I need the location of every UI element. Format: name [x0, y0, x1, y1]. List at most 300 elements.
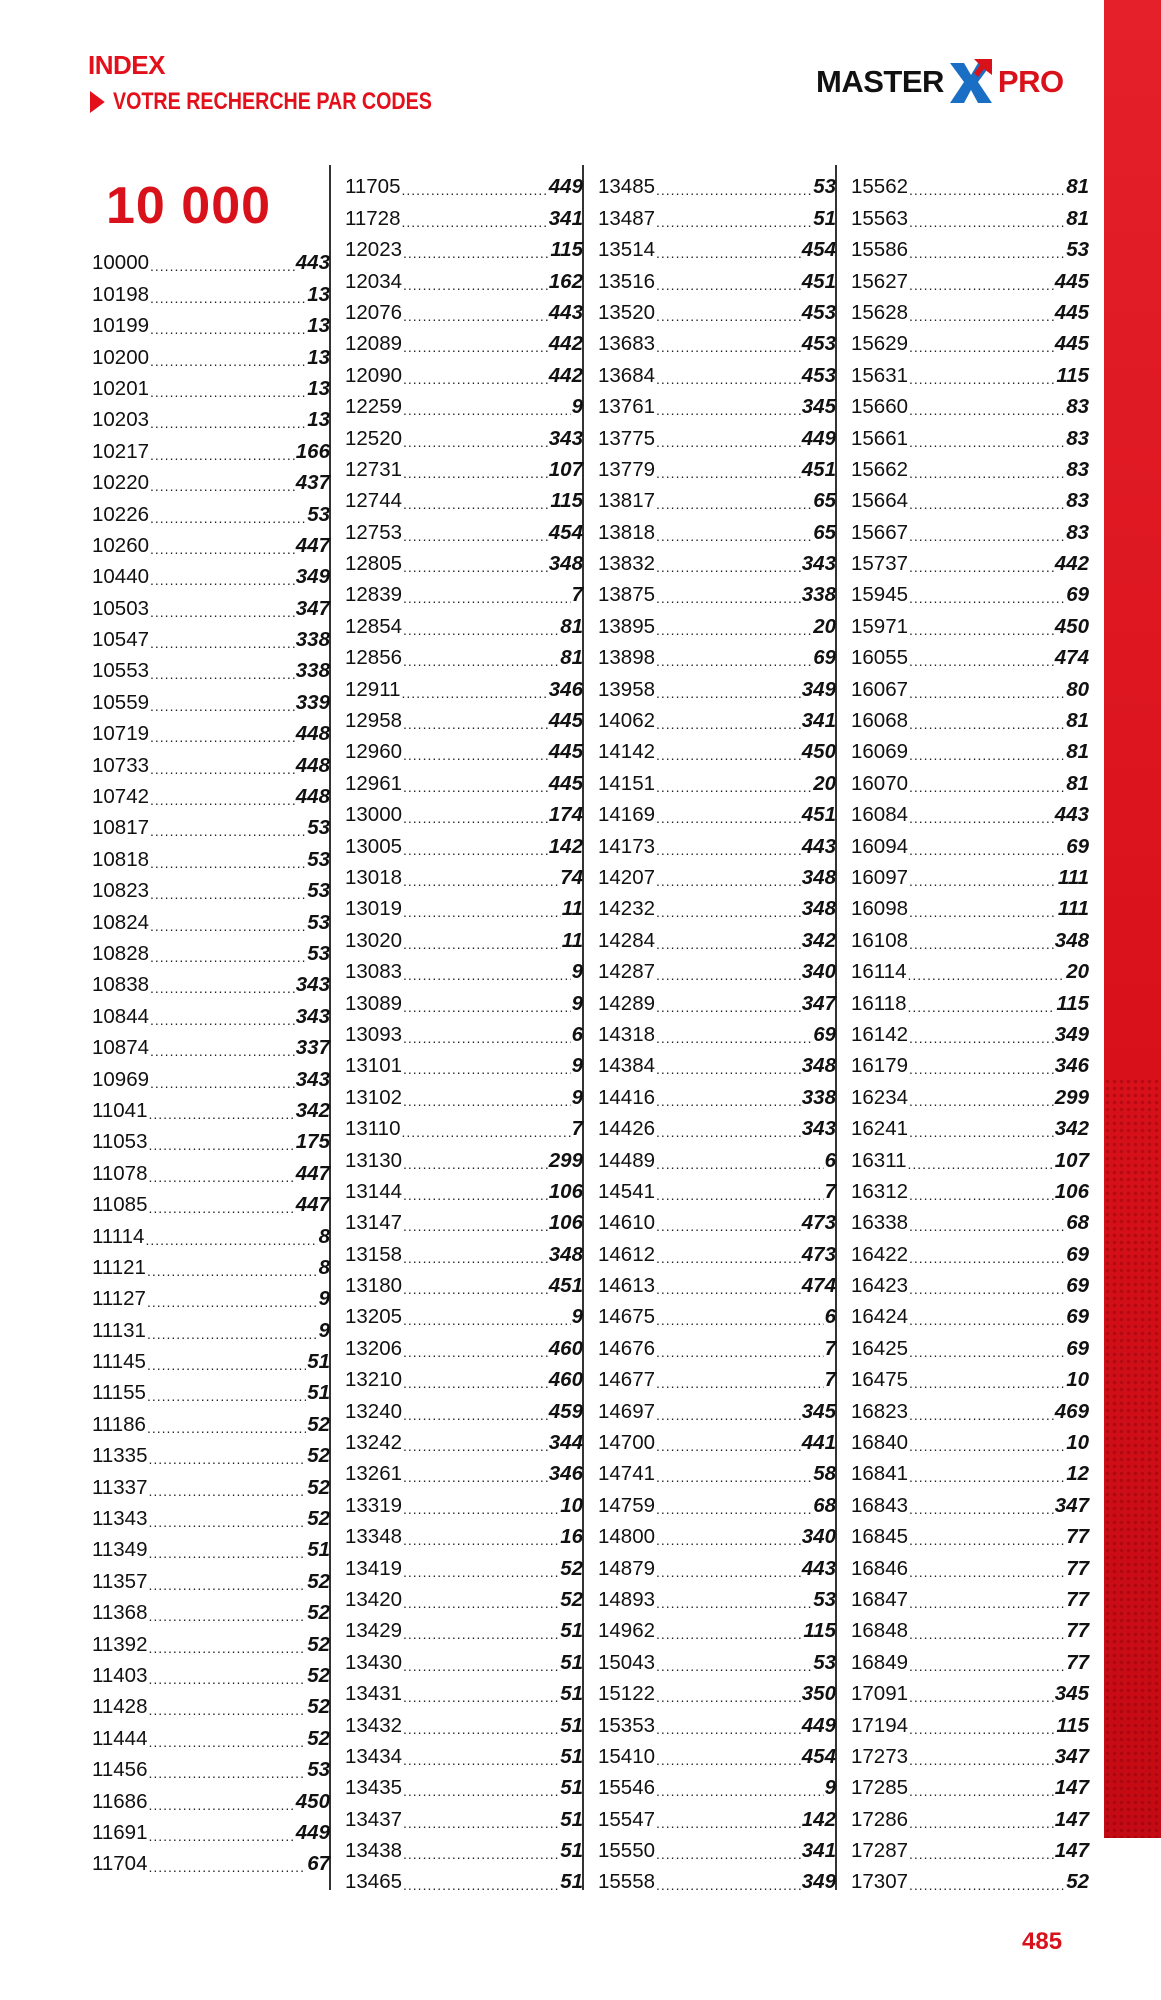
entry-code: 13180 [345, 1274, 403, 1298]
index-entry [851, 1832, 1089, 1863]
entry-page: 299 [548, 1148, 583, 1172]
entry-code: 13514 [598, 238, 656, 262]
entry-code: 10823 [92, 879, 150, 903]
dot-leader [403, 970, 571, 980]
entry-page: 52 [307, 1475, 330, 1499]
entry-page: 69 [813, 646, 836, 670]
index-entry [851, 1298, 1089, 1329]
entry-code: 13083 [345, 960, 403, 984]
entry-code: 14612 [598, 1242, 656, 1266]
entry-code: 13465 [345, 1870, 403, 1894]
dot-leader [403, 907, 561, 917]
dot-leader [909, 1786, 1054, 1796]
index-entry [345, 1361, 583, 1392]
entry-page: 442 [548, 332, 583, 356]
entry-code: 13093 [345, 1022, 403, 1046]
entry-code: 16422 [851, 1242, 909, 1266]
index-entry [92, 401, 330, 432]
index-entry [598, 733, 836, 764]
dot-leader [403, 750, 548, 760]
index-entry [92, 527, 330, 558]
index-entry [851, 168, 1089, 199]
dot-leader [403, 719, 548, 729]
index-entry [345, 1329, 583, 1360]
index-entry [92, 778, 330, 809]
entry-page: 51 [813, 206, 836, 230]
entry-code: 16849 [851, 1650, 909, 1674]
entry-code: 12076 [345, 300, 403, 324]
entry-page: 20 [1066, 960, 1089, 984]
entry-page: 346 [1054, 1054, 1089, 1078]
index-entry [851, 607, 1089, 638]
index-entry [851, 984, 1089, 1015]
entry-page: 338 [295, 659, 330, 683]
entry-code: 12839 [345, 583, 403, 607]
index-entry [345, 419, 583, 450]
index-column-2 [345, 168, 583, 1894]
entry-page: 6 [824, 1305, 836, 1329]
entry-code: 16425 [851, 1336, 909, 1360]
entry-page: 147 [1054, 1839, 1089, 1863]
dot-leader [907, 970, 1065, 980]
entry-page: 81 [1066, 709, 1089, 733]
index-entry [598, 890, 836, 921]
index-entry [345, 1863, 583, 1894]
index-entry [598, 1141, 836, 1172]
entry-page: 107 [548, 457, 583, 481]
entry-page: 460 [548, 1368, 583, 1392]
entry-code: 16840 [851, 1431, 909, 1455]
index-entry [92, 1249, 330, 1280]
index-entry [598, 419, 836, 450]
entry-page: 342 [1054, 1117, 1089, 1141]
dot-leader [403, 1378, 548, 1388]
dot-leader [909, 907, 1057, 917]
dot-leader [656, 1880, 801, 1890]
index-entry [598, 482, 836, 513]
entry-page: 77 [1066, 1650, 1089, 1674]
dot-leader [148, 1454, 306, 1464]
entry-code: 12034 [345, 269, 403, 293]
entry-code: 11403 [92, 1663, 148, 1687]
logo-pro-text: PRO [997, 64, 1064, 99]
dot-leader [150, 983, 295, 993]
dot-leader [150, 607, 295, 617]
dot-leader [403, 1033, 571, 1043]
entry-code: 10503 [92, 596, 150, 620]
entry-code: 15662 [851, 457, 909, 481]
dot-leader [656, 1692, 801, 1702]
entry-code: 10742 [92, 785, 150, 809]
dot-leader [403, 1472, 548, 1482]
entry-code: 14207 [598, 865, 656, 889]
index-entry [92, 903, 330, 934]
entry-page: 453 [801, 363, 836, 387]
entry-page: 13 [307, 376, 330, 400]
entry-page: 51 [307, 1381, 330, 1405]
index-entry [851, 1455, 1089, 1486]
entry-page: 445 [1054, 332, 1089, 356]
index-entry [92, 495, 330, 526]
dot-leader [909, 1598, 1065, 1608]
entry-page: 451 [801, 803, 836, 827]
index-entry [345, 199, 583, 230]
entry-code: 10198 [92, 282, 150, 306]
entry-code: 13242 [345, 1431, 403, 1455]
index-entry [345, 325, 583, 356]
index-entry [598, 1173, 836, 1204]
entry-code: 14062 [598, 709, 656, 733]
entry-page: 69 [1066, 1242, 1089, 1266]
dot-leader [148, 1643, 306, 1653]
index-entry [851, 388, 1089, 419]
dot-leader [656, 1661, 812, 1671]
dot-leader [656, 1002, 801, 1012]
index-entry [345, 1392, 583, 1423]
entry-code: 13775 [598, 426, 656, 450]
index-entry [851, 953, 1089, 984]
entry-code: 10874 [92, 1036, 150, 1060]
index-entry [598, 1706, 836, 1737]
entry-code: 13895 [598, 614, 656, 638]
index-entry [345, 231, 583, 262]
entry-code: 15547 [598, 1807, 656, 1831]
index-entry [345, 1078, 583, 1109]
dot-leader [656, 1253, 801, 1263]
entry-page: 6 [824, 1148, 836, 1172]
entry-code: 11041 [92, 1098, 148, 1122]
entry-page: 345 [801, 1399, 836, 1423]
entry-page: 345 [1054, 1682, 1089, 1706]
entry-page: 147 [1054, 1776, 1089, 1800]
dot-leader [909, 1441, 1065, 1451]
entry-page: 449 [801, 426, 836, 450]
entry-code: 11078 [92, 1161, 148, 1185]
index-entry [345, 1235, 583, 1266]
entry-code: 14169 [598, 803, 656, 827]
dot-leader [656, 688, 801, 698]
dot-leader [150, 481, 295, 491]
index-entry [92, 1688, 330, 1719]
entry-page: 51 [560, 1713, 583, 1737]
entry-page: 52 [307, 1632, 330, 1656]
dot-leader [907, 1002, 1055, 1012]
entry-page: 445 [548, 740, 583, 764]
index-entry [851, 356, 1089, 387]
dot-leader [656, 562, 801, 572]
dot-leader [150, 387, 306, 397]
entry-code: 14675 [598, 1305, 656, 1329]
dot-leader [656, 248, 801, 258]
index-column-3 [598, 168, 836, 1894]
index-entry [851, 262, 1089, 293]
entry-page: 52 [307, 1444, 330, 1468]
entry-page: 162 [548, 269, 583, 293]
section-heading: 10 000 [106, 177, 272, 235]
entry-page: 53 [307, 847, 330, 871]
entry-code: 17286 [851, 1807, 909, 1831]
index-entry [598, 1204, 836, 1235]
dot-leader [403, 656, 559, 666]
entry-page: 69 [1066, 583, 1089, 607]
dot-leader [150, 638, 295, 648]
index-entry [92, 1092, 330, 1123]
entry-code: 11131 [92, 1318, 146, 1342]
entry-page: 347 [1054, 1493, 1089, 1517]
dot-leader [150, 764, 295, 774]
entry-page: 51 [307, 1350, 330, 1374]
entry-code: 15043 [598, 1650, 656, 1674]
entry-code: 11186 [92, 1412, 146, 1436]
index-entry [598, 953, 836, 984]
entry-code: 10969 [92, 1067, 150, 1091]
entry-page: 83 [1066, 520, 1089, 544]
entry-page: 437 [295, 471, 330, 495]
dot-leader [909, 1535, 1065, 1545]
index-entry [345, 1800, 583, 1831]
entry-page: 7 [824, 1179, 836, 1203]
index-entry [345, 1832, 583, 1863]
entry-page: 51 [560, 1650, 583, 1674]
dot-leader [909, 1347, 1065, 1357]
entry-code: 13018 [345, 865, 403, 889]
dot-leader [656, 217, 812, 227]
dot-leader [656, 1064, 801, 1074]
dot-leader [403, 1504, 559, 1514]
entry-page: 443 [548, 300, 583, 324]
entry-page: 447 [295, 533, 330, 557]
entry-code: 14962 [598, 1619, 656, 1643]
index-column-4 [851, 168, 1089, 1894]
dot-leader [148, 1486, 306, 1496]
entry-code: 11337 [92, 1475, 148, 1499]
entry-code: 12958 [345, 709, 403, 733]
index-entry [598, 576, 836, 607]
dot-leader [403, 845, 548, 855]
entry-code: 12911 [345, 677, 401, 701]
index-entry [851, 702, 1089, 733]
entry-page: 445 [548, 771, 583, 795]
dot-leader [656, 437, 801, 447]
index-entry [598, 1235, 836, 1266]
index-entry [345, 356, 583, 387]
dot-leader [656, 719, 801, 729]
entry-page: 460 [548, 1336, 583, 1360]
dot-leader [150, 418, 306, 428]
entry-page: 454 [548, 520, 583, 544]
entry-code: 11428 [92, 1695, 148, 1719]
entry-code: 14759 [598, 1493, 656, 1517]
entry-code: 11343 [92, 1507, 148, 1531]
entry-page: 7 [571, 1117, 583, 1141]
entry-code: 11704 [92, 1852, 148, 1876]
dot-leader [150, 1015, 295, 1025]
index-entry [851, 1141, 1089, 1172]
entry-page: 53 [307, 502, 330, 526]
entry-page: 459 [548, 1399, 583, 1423]
dot-leader [909, 531, 1065, 541]
entry-code: 12961 [345, 771, 403, 795]
index-entry [92, 464, 330, 495]
index-column-1 [92, 168, 330, 1876]
entry-page: 349 [1054, 1022, 1089, 1046]
entry-code: 15550 [598, 1839, 656, 1863]
dot-leader [148, 1831, 294, 1841]
dot-leader [403, 1629, 559, 1639]
red-side-band [1104, 0, 1161, 1838]
index-entry [598, 1581, 836, 1612]
entry-code: 13898 [598, 646, 656, 670]
index-entry [345, 1016, 583, 1047]
entry-page: 58 [813, 1462, 836, 1486]
entry-code: 15586 [851, 238, 909, 262]
entry-page: 147 [1054, 1807, 1089, 1831]
entry-code: 10553 [92, 659, 150, 683]
dot-leader [150, 732, 295, 742]
index-entry [598, 984, 836, 1015]
entry-page: 13 [307, 345, 330, 369]
dot-leader [909, 217, 1065, 227]
entry-page: 81 [1066, 771, 1089, 795]
entry-page: 441 [801, 1431, 836, 1455]
dot-leader [656, 1284, 801, 1294]
index-entry [851, 1424, 1089, 1455]
dot-leader [656, 342, 801, 352]
logo-master-text: MASTER [816, 64, 944, 99]
index-entry [851, 1173, 1089, 1204]
entry-page: 65 [813, 520, 836, 544]
dot-leader [909, 1315, 1065, 1325]
entry-page: 7 [824, 1368, 836, 1392]
entry-page: 111 [1057, 897, 1089, 921]
entry-code: 10220 [92, 471, 150, 495]
dot-leader [909, 1284, 1065, 1294]
entry-page: 83 [1066, 395, 1089, 419]
entry-code: 12520 [345, 426, 403, 450]
entry-code: 10733 [92, 753, 150, 777]
entry-code: 11127 [92, 1287, 146, 1311]
entry-code: 10547 [92, 628, 150, 652]
entry-code: 16338 [851, 1211, 909, 1235]
entry-page: 13 [307, 408, 330, 432]
index-entry [851, 890, 1089, 921]
dot-leader [656, 813, 801, 823]
entry-code: 13432 [345, 1713, 403, 1737]
index-entry [598, 545, 836, 576]
entry-code: 14700 [598, 1431, 656, 1455]
subtitle-text: VOTRE RECHERCHE PAR CODES [112, 88, 432, 115]
entry-page: 445 [548, 709, 583, 733]
entry-page: 81 [560, 646, 583, 670]
index-entry [345, 1110, 583, 1141]
dot-leader [148, 1548, 306, 1558]
entry-code: 16311 [851, 1148, 907, 1172]
dot-leader [656, 1567, 801, 1577]
index-entry [345, 1518, 583, 1549]
dot-leader [403, 437, 548, 447]
entry-code: 12744 [345, 489, 403, 513]
index-entry [345, 639, 583, 670]
dot-leader [403, 1347, 548, 1357]
entry-code: 14289 [598, 991, 656, 1015]
entry-code: 11145 [92, 1350, 146, 1374]
entry-page: 451 [801, 457, 836, 481]
dot-leader [147, 1329, 318, 1339]
entry-code: 10817 [92, 816, 150, 840]
entry-code: 13102 [345, 1085, 403, 1109]
entry-code: 14489 [598, 1148, 656, 1172]
dot-leader [656, 1598, 812, 1608]
dot-leader [148, 1737, 306, 1747]
dot-leader [909, 499, 1065, 509]
entry-page: 51 [560, 1744, 583, 1768]
entry-page: 65 [813, 489, 836, 513]
entry-code: 13435 [345, 1776, 403, 1800]
dot-leader [656, 907, 801, 917]
dot-leader [909, 1849, 1054, 1859]
dot-leader [909, 939, 1054, 949]
index-entry [598, 168, 836, 199]
dot-leader [656, 656, 812, 666]
entry-page: 469 [1054, 1399, 1089, 1423]
entry-page: 453 [801, 332, 836, 356]
dot-leader [150, 952, 306, 962]
entry-code: 10226 [92, 502, 150, 526]
entry-code: 16108 [851, 928, 909, 952]
dot-leader [150, 889, 306, 899]
dot-leader [148, 1705, 306, 1715]
entry-code: 14613 [598, 1274, 656, 1298]
entry-page: 16 [560, 1525, 583, 1549]
entry-code: 15558 [598, 1870, 656, 1894]
entry-page: 115 [1056, 1713, 1089, 1737]
entry-page: 346 [548, 1462, 583, 1486]
entry-code: 13261 [345, 1462, 403, 1486]
entry-page: 13 [307, 314, 330, 338]
entry-page: 83 [1066, 457, 1089, 481]
entry-page: 10 [1066, 1431, 1089, 1455]
entry-code: 15122 [598, 1682, 656, 1706]
entry-page: 51 [560, 1807, 583, 1831]
entry-page: 11 [561, 928, 583, 952]
entry-page: 115 [803, 1619, 836, 1643]
entry-page: 68 [1066, 1211, 1089, 1235]
entry-code: 16424 [851, 1305, 909, 1329]
entry-page: 337 [295, 1036, 330, 1060]
entry-page: 348 [548, 552, 583, 576]
index-entry [598, 1078, 836, 1109]
index-entry [851, 733, 1089, 764]
entry-page: 450 [801, 740, 836, 764]
entry-page: 342 [295, 1098, 330, 1122]
entry-code: 16055 [851, 646, 909, 670]
entry-code: 13348 [345, 1525, 403, 1549]
index-entry [92, 244, 330, 275]
entry-page: 142 [548, 834, 583, 858]
entry-page: 52 [560, 1587, 583, 1611]
entry-code: 16070 [851, 771, 909, 795]
dot-leader [909, 1221, 1065, 1231]
entry-code: 11686 [92, 1789, 148, 1813]
index-entry [345, 388, 583, 419]
entry-code: 16067 [851, 677, 909, 701]
index-entry [92, 432, 330, 463]
entry-page: 175 [295, 1130, 330, 1154]
index-entry [92, 338, 330, 369]
entry-code: 10559 [92, 690, 150, 714]
dot-leader [147, 1266, 318, 1276]
index-entry [851, 576, 1089, 607]
